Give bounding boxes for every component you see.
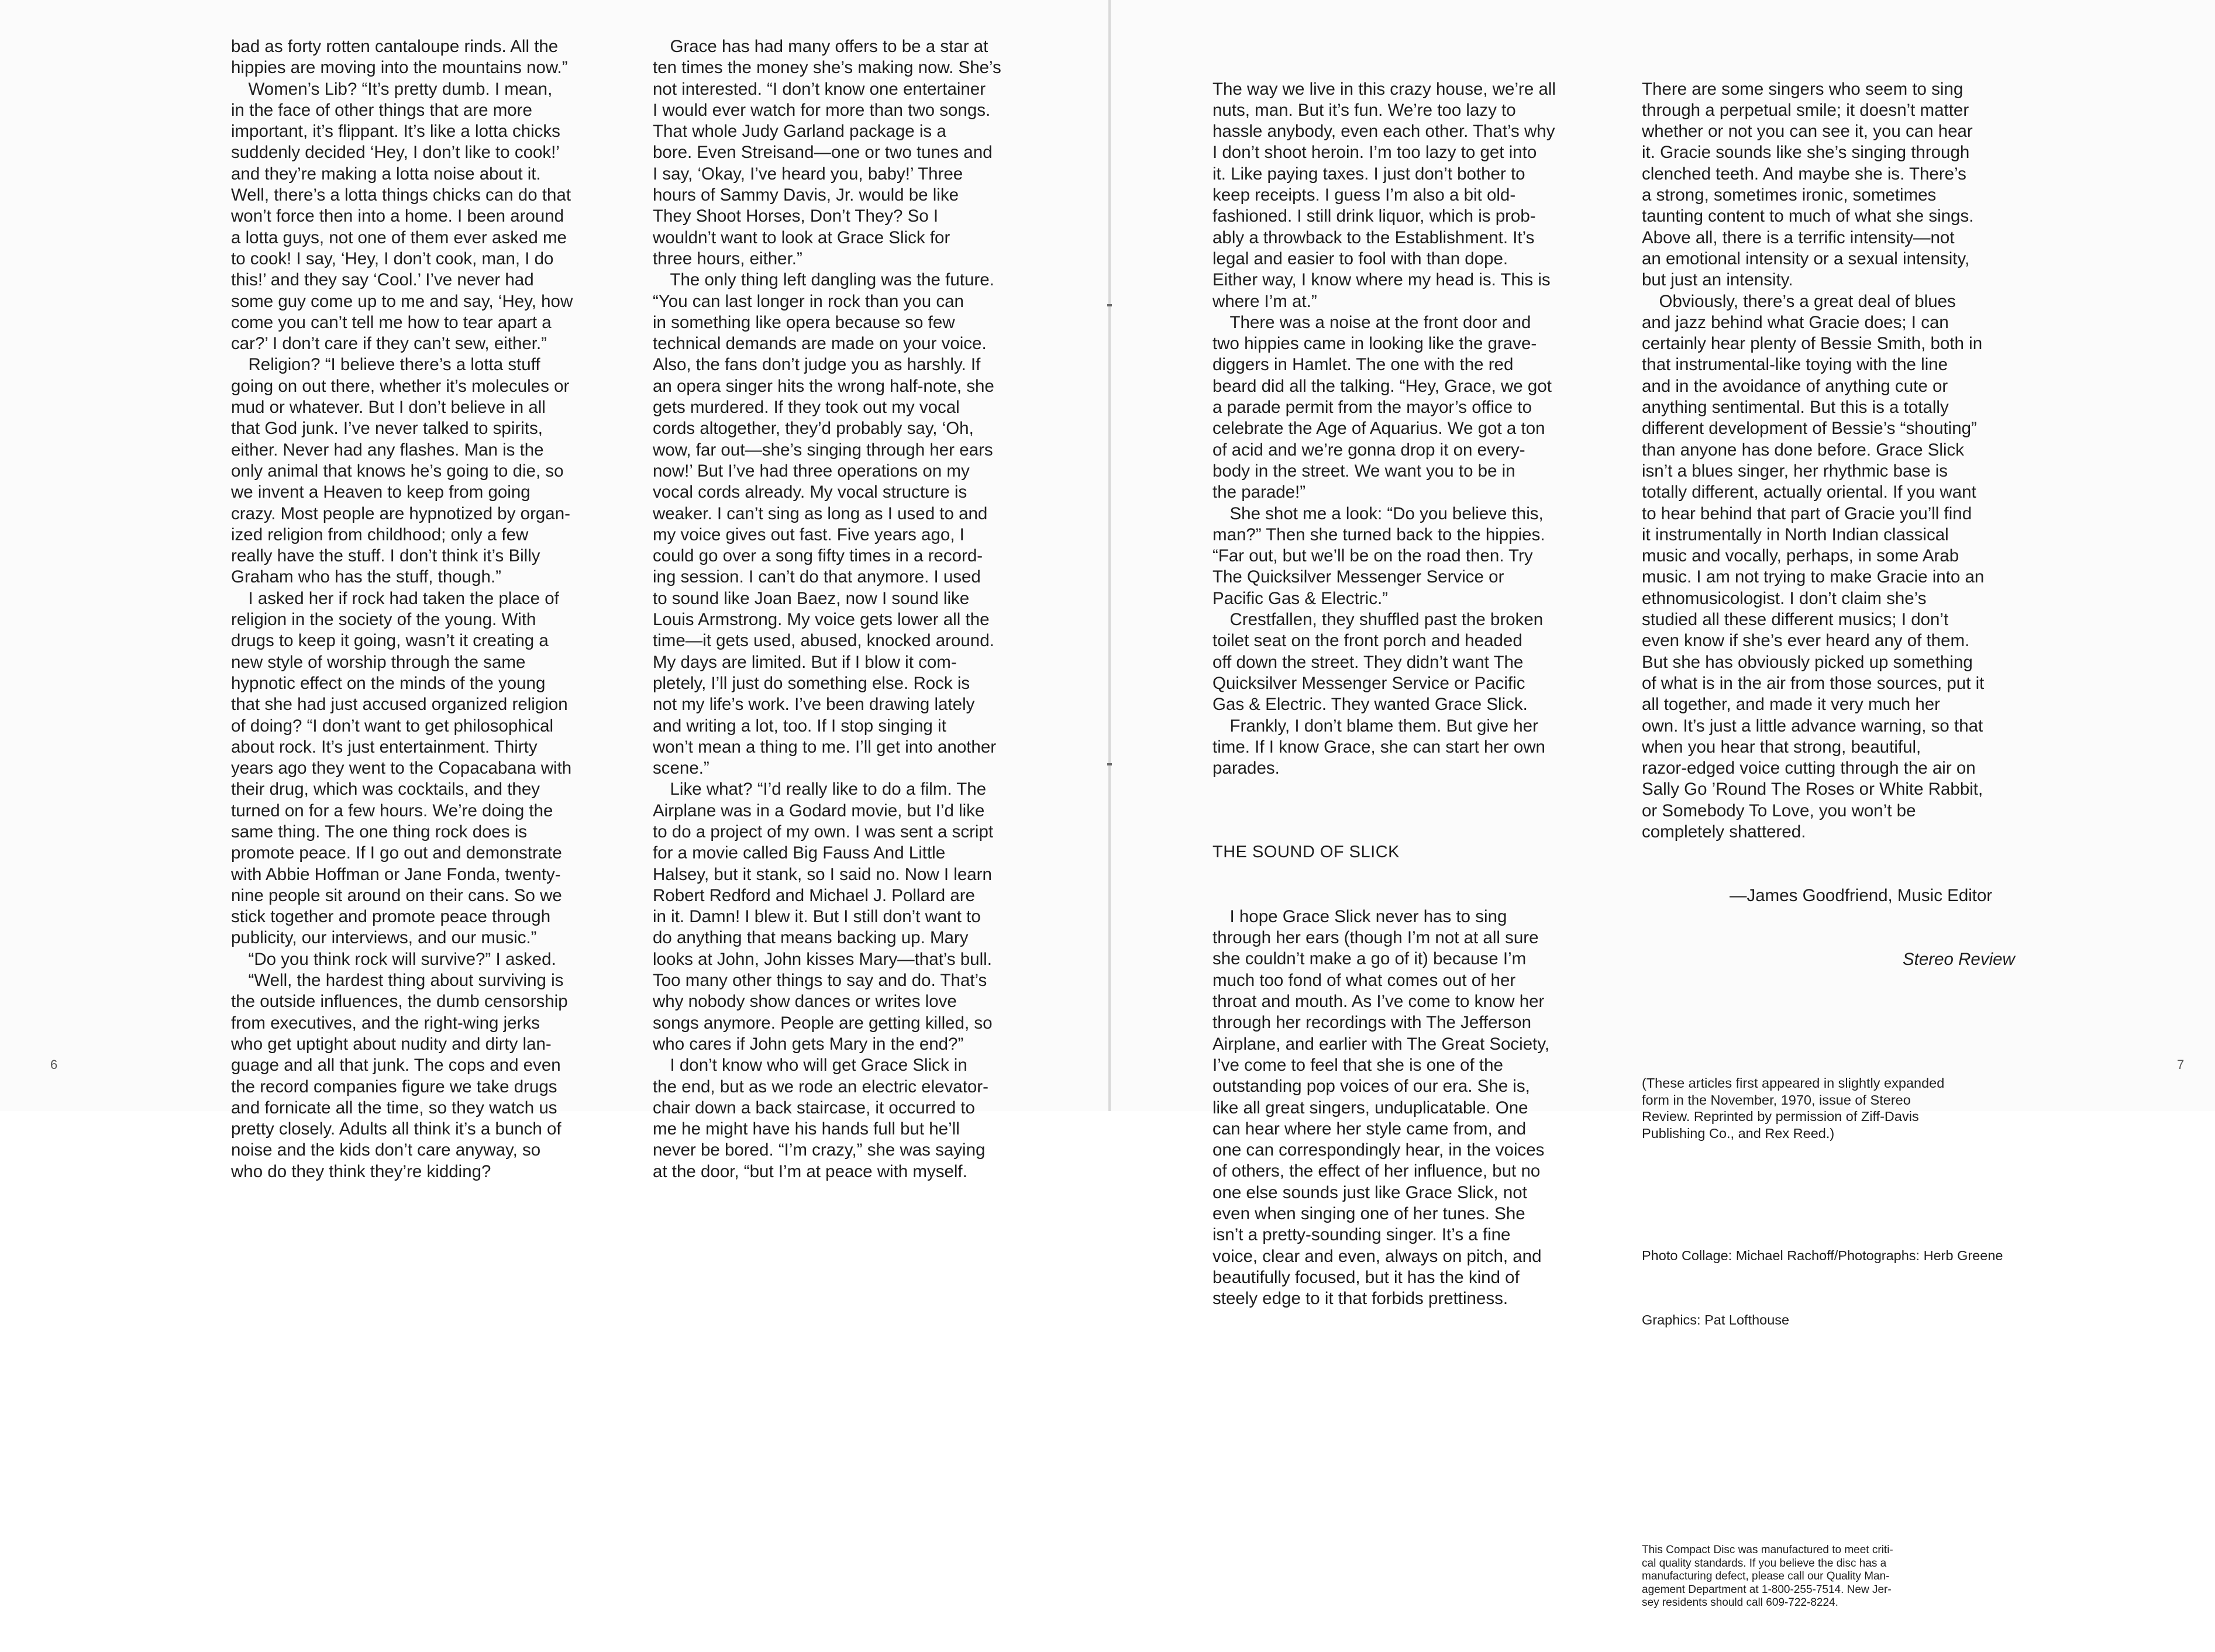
- paragraph: “Well, the hardest thing about surviving is the outside influences, the dumb censorship from executives, and the right-wing jerks who get uptight about nudity and dirty lan- guage and all that junk. The cops and even the record companies figure we take drugs and fornicate all the time, so they watch us pretty closely. Adults all think it’s a bunch of noise and the kids don’t care anyway, so who do they think they’re kidding?: [231, 971, 568, 1181]
- photo-credit: Photo Collage: Michael Rachoff/Photographs: Herb Greene: [1642, 1248, 2003, 1264]
- text-line: (These articles first appeared in slightly expanded: [1642, 1075, 1945, 1091]
- paragraph: Women’s Lib? “It’s pretty dumb. I mean, in the face of other things that are more important, it’s flippant. It’s like a lotta chicks suddenly decided ‘Hey, I don’t like to cook!’ and they’re making a lotta noise about it. Well, there’s a lotta things chicks can do that won’t force then into a home. I been around a lotta guys, not one of them ever asked me to cook! I say, ‘Hey, I don’t cook, man, I do this!’ and they say ‘Cool.’ I’ve never had some guy come up to me and say, ‘Hey, how come you can’t tell me how to tear apart a car?’ I don’t care if they can’t sew, either.”: [231, 79, 573, 354]
- paragraph: The way we live in this crazy house, we’re all nuts, man. But it’s fun. We’re too lazy to hassle anybody, even each other. That’s why I don’t shoot heroin. I’m too lazy to get into it. Like paying taxes. I just don’t bother to keep receipts. I guess I’m also a bit old- fashioned. I still drink liquor, which is prob- ably a throwback to the Establishment. It’s legal and easier to fool with than dope. Either way, I know where my head is. This is where I’m at.”: [1212, 79, 1556, 311]
- gutter-mark: [1107, 763, 1112, 765]
- signature-name: —James Goodfriend, Music Editor: [1730, 885, 1993, 905]
- paragraph: bad as forty rotten cantaloupe rinds. All the hippies are moving into the mountains now.”: [231, 37, 568, 78]
- text-line: cal quality standards. If you believe the disc has a: [1642, 1557, 1887, 1570]
- right-page-column-2: [1642, 36, 2040, 1652]
- paragraph: She shot me a look: “Do you believe this, man?” Then she turned back to the hippies. “Far out, but we’ll be on the road then. Try The Quicksilver Messenger Service or Pacific Gas & Electric.”: [1212, 503, 1545, 608]
- text-line: sey residents should call 609-722-8224.: [1642, 1596, 1838, 1609]
- paragraph: “Do you think rock will survive?” I asked.: [231, 949, 556, 969]
- text-line: This Compact Disc was manufactured to meet criti-: [1642, 1544, 1893, 1557]
- paragraph: There was a noise at the front door and two hippies came in looking like the grave- diggers in Hamlet. The one with the red beard did all the talking. “Hey, Grace, we got a parade permit from the mayor’s office to celebrate the Age of Aquarius. We got a ton of acid and we’re gonna drop it on every- body in the street. We want you to be in the parade!”: [1212, 312, 1552, 502]
- paragraph: Frankly, I don’t blame them. But give her time. If I know Grace, she can start her own parades.: [1212, 716, 1545, 778]
- paragraph: Grace has had many offers to be a star at ten times the money she’s making now. She’s not interested. “I don’t know one entertainer I would ever watch for more than two songs. That whole Judy Garland package is a bore. Even Streisand—one or two tunes and I say, ‘Okay, I’ve heard you, baby!’ Three hours of Sammy Davis, Jr. would be like They Shoot Horses, Don’t They? So I wouldn’t want to look at Grace Slick for three hours, either.”: [653, 37, 1001, 268]
- page-gutter: [1108, 0, 1111, 1111]
- gutter-mark: [1107, 304, 1112, 306]
- text-line: agement Department at 1-800-255-7514. New Jer-: [1642, 1583, 1892, 1596]
- paragraph: I asked her if rock had taken the place of religion in the society of the young. With drugs to keep it going, wasn’t it creating a new style of worship through the same hypnotic effect on the minds of the young that she had just accused organized religion of doing? “I don’t want to get philosophical about rock. It’s just entertainment. Thirty years ago they went to the Copacabana with their drug, which was cocktails, and they turned on for a few hours. We’re doing the same thing. The one thing rock does is promote peace. If I go out and demonstrate with Abbie Hoffman or Jane Fonda, twenty- nine people sit around on their cans. So we stick together and promote peace through publicity, our interviews, and our music.”: [231, 588, 572, 948]
- paragraph: Crestfallen, they shuffled past the broken toilet seat on the front porch and headed off down the street. They didn’t want The Quicksilver Messenger Service or Pacific Gas & Electric. They wanted Grace Slick.: [1212, 610, 1544, 715]
- reprint-note: [1642, 1075, 2040, 1141]
- page-number-right: 7: [2177, 1057, 2185, 1072]
- signature-publication: Stereo Review: [1903, 949, 2015, 969]
- graphics-credit: Graphics: Pat Lofthouse: [1642, 1312, 1790, 1327]
- paragraph: Like what? “I’d really like to do a film. The Airplane was in a Godard movie, but I’d like to do a project of my own. I was sent a script for a movie called Big Fauss And Little Halsey, but it stank, so I said no. Now I learn Robert Redford and Michael J. Pollard are in it. Damn! I blew it. But I still don’t want to do anything that means backing up. Mary looks at John, John kisses Mary—that’s bull. Too many other things to say and do. That’s why nobody show dances or writes love songs anymore. People are getting killed, so who cares if John gets Mary in the end?”: [653, 780, 994, 1054]
- text-line: Review. Reprinted by permission of Ziff-Davis: [1642, 1109, 1919, 1125]
- page-number-left: 6: [50, 1057, 58, 1072]
- article-conclusion: [1212, 79, 1610, 780]
- left-page-column-2: [653, 36, 1039, 1182]
- paragraph: Religion? “I believe there’s a lotta stuff going on out there, whether it’s molecules or mud or whatever. But I don’t believe in all that God junk. I’ve never talked to spirits, either. Never had any flashes. Man is the only animal that knows he’s going to die, so we invent a Heaven to keep from going crazy. Most people are hypnotized by organ- ized religion from childhood; only a few really have the stuff. I don’t think it’s Billy Graham who has the stuff, though.”: [231, 355, 570, 587]
- sound-of-slick-text: [1212, 906, 1610, 1310]
- sound-of-slick-continued: [1642, 79, 2040, 843]
- left-page-column-1: [231, 36, 617, 1182]
- paragraph: Obviously, there’s a great deal of blues and jazz behind what Gracie does; I can certainly hear plenty of Bessie Smith, both in that instrumental-like toying with the line and in the avoidance of anything cute or anything sentimental. But this is a totally different development of Bessie’s “shouting” than anyone has done before. Grace Slick isn’t a blues singer, her rhythmic base is totally different, actually oriental. If you want to hear behind that part of Gracie you’ll find it instrumentally in North Indian classical music and vocally, perhaps, in some Arab music. I am not trying to make Gracie into an ethnomusicologist. I don’t claim she’s studied all these different musics; I don’t even know if she’s ever heard any of them. But she has obviously picked up something of what is in the air from those sources, put it all together, and made it very much her own. It’s just a little advance warning, so that when you hear that strong, beautiful, razor-edged voice cutting through the air on Sally Go ’Round The Roses or White Rabbit, or Somebody To Love, you won’t be completely shattered.: [1642, 291, 1985, 841]
- paragraph: There are some singers who seem to sing through a perpetual smile; it doesn’t matter whether or not you can see it, you can hear it. Gracie sounds like she’s singing through clenched teeth. And maybe she is. There’s a strong, sometimes ironic, sometimes taunting content to much of what she sings. Above all, there is a terrific intensity—not an emotional intensity or a sexual intensity, but just an intensity.: [1642, 79, 1974, 290]
- paragraph: I don’t know who will get Grace Slick in the end, but as we rode an electric elevator- chair down a back staircase, it occurred to me he might have his hands full but he’ll never be bored. “I’m crazy,” she was saying at the door, “but I’m at peace with myself.: [653, 1056, 988, 1181]
- paragraph: The only thing left dangling was the future. “You can last longer in rock than you can in something like opera because so few technical demands are made on your voice. Also, the fans don’t judge you as harshly. If an opera singer hits the wrong half-note, she gets murdered. If they took out my vocal cords altogether, they’d probably say, ‘Oh, wow, far out—she’s singing through her ears now!’ But I’ve had three operations on my vocal cords already. My vocal structure is weaker. I can’t sing as long as I used to and my voice gives out fast. Five years ago, I could go over a song fifty times in a record- ing session. I can’t do that anymore. I used to sound like Joan Baez, now I sound like Louis Armstrong. My voice gets lower all the time—it gets used, abused, knocked around. My days are limited. But if I blow it com- pletely, I’ll just do something else. Rock is not my life’s work. I’ve been drawing lately and writing a lot, too. If I stop singing it won’t mean a thing to me. I’ll get into another scene.”: [653, 270, 997, 778]
- text-line: manufacturing defect, please call our Quality Man-: [1642, 1570, 1890, 1583]
- section-heading: THE SOUND OF SLICK: [1212, 842, 1400, 861]
- paragraph: I hope Grace Slick never has to sing through her ears (though I’m not at all sure she couldn’t make a go of it) because I’m much too fond of what comes out of her throat and mouth. As I’ve come to know her through her recordings with The Jefferson Airplane, and earlier with The Great Society, I’ve come to feel that she is one of the outstanding pop voices of our era. She is, like all great singers, unduplicatable. One can hear where her style came from, and one can correspondingly hear, in the voices of others, the effect of her influence, but no one else sounds just like Grace Slick, not even when singing one of her tunes. She isn’t a pretty-sounding singer. It’s a fine voice, clear and even, always on pitch, and beautifully focused, but it has the kind of steely edge to it that forbids prettiness.: [1212, 906, 1550, 1309]
- text-line: Publishing Co., and Rex Reed.): [1642, 1125, 1835, 1141]
- right-page-column-1: [1212, 36, 1610, 1352]
- text-line: form in the November, 1970, issue of Stereo: [1642, 1092, 1911, 1108]
- disc-notice: [1642, 1544, 2040, 1610]
